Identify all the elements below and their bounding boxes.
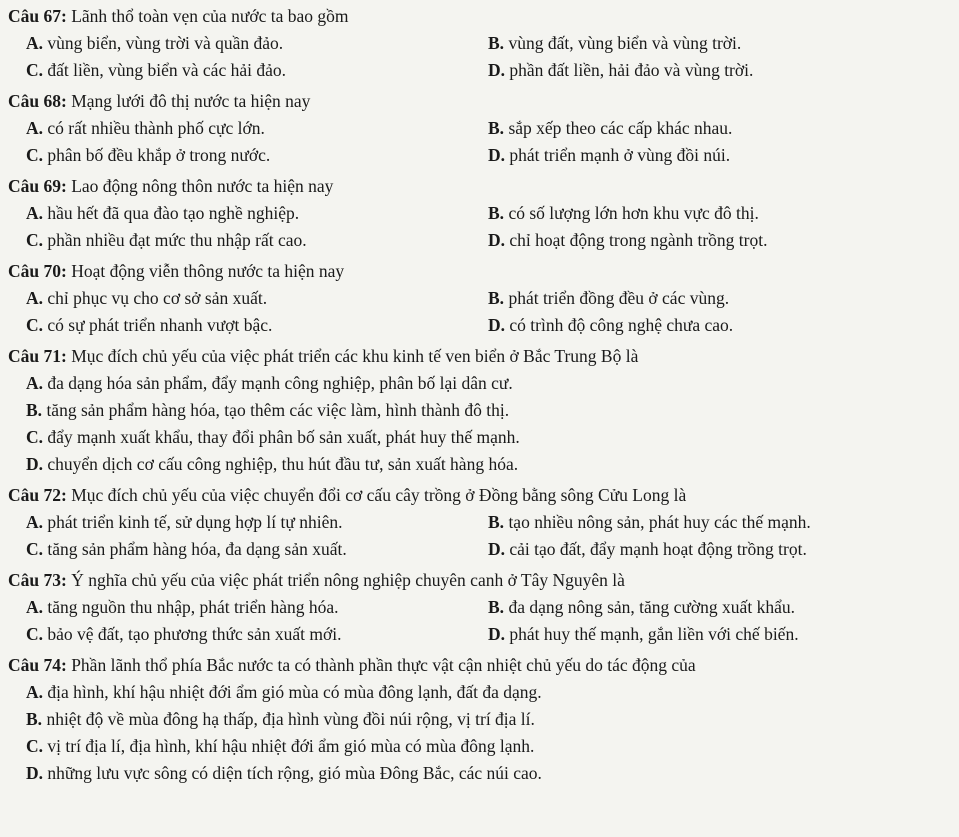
question-69 [0,173,959,254]
option-a[interactable]: A. hầu hết đã qua đào tạo nghề nghiệp. [26,203,300,223]
option-d[interactable]: D. có trình độ công nghệ chưa cao. [488,315,734,335]
options-row [0,285,959,312]
options-row [0,312,959,339]
option-b[interactable]: B. tăng sản phẩm hàng hóa, tạo thêm các việc làm, hình thành đô thị. [26,400,510,420]
option-b[interactable]: B. đa dạng nông sản, tăng cường xuất khẩu. [488,597,795,617]
option-b[interactable]: B. phát triển đồng đều ở các vùng. [488,288,730,308]
option-c[interactable]: C. đất liền, vùng biển và các hải đảo. [26,60,286,80]
question-text: Mạng lưới đô thị nước ta hiện nay [71,91,311,111]
option-d[interactable]: D. những lưu vực sông có diện tích rộng, gió mùa Đông Bắc, các núi cao. [26,763,542,783]
options-row [0,509,959,536]
option-b[interactable]: B. vùng đất, vùng biển và vùng trời. [488,33,742,53]
question-stem [0,567,959,594]
option-c[interactable]: C. tăng sản phẩm hàng hóa, đa dạng sản xuất. [26,539,347,559]
option-a[interactable]: A. tăng nguồn thu nhập, phát triển hàng hóa. [26,597,339,617]
question-number: Câu 74: [8,655,67,675]
option-d[interactable]: D. phát triển mạnh ở vùng đồi núi. [488,145,731,165]
option-c[interactable]: C. đẩy mạnh xuất khẩu, thay đổi phân bố sản xuất, phát huy thế mạnh. [26,427,520,447]
question-text: Phần lãnh thổ phía Bắc nước ta có thành phần thực vật cận nhiệt chủ yếu do tác động của [71,655,696,675]
question-number: Câu 72: [8,485,67,505]
options-row [0,227,959,254]
option-c[interactable]: C. vị trí địa lí, địa hình, khí hậu nhiệt đới ẩm gió mùa có mùa đông lạnh. [26,736,535,756]
question-number: Câu 67: [8,6,67,26]
options-row [0,621,959,648]
question-text: Ý nghĩa chủ yếu của việc phát triển nông nghiệp chuyên canh ở Tây Nguyên là [71,570,625,590]
options-row [0,594,959,621]
question-72 [0,482,959,563]
question-text: Lao động nông thôn nước ta hiện nay [71,176,334,196]
option-a[interactable]: A. phát triển kinh tế, sử dụng hợp lí tự nhiên. [26,512,343,532]
question-number: Câu 70: [8,261,67,281]
option-a[interactable]: A. địa hình, khí hậu nhiệt đới ẩm gió mùa có mùa đông lạnh, đất đa dạng. [26,682,542,702]
option-c[interactable]: C. phân bố đều khắp ở trong nước. [26,145,271,165]
question-text: Mục đích chủ yếu của việc chuyển đổi cơ cấu cây trồng ở Đồng bằng sông Cửu Long là [71,485,687,505]
question-stem [0,88,959,115]
question-text: Lãnh thổ toàn vẹn của nước ta bao gồm [71,6,349,26]
question-number: Câu 71: [8,346,67,366]
question-74 [0,652,959,787]
question-71 [0,343,959,478]
question-text: Mục đích chủ yếu của việc phát triển các khu kinh tế ven biển ở Bắc Trung Bộ là [71,346,639,366]
option-a[interactable]: A. có rất nhiều thành phố cực lớn. [26,118,265,138]
option-d[interactable]: D. chuyển dịch cơ cấu công nghiệp, thu hút đầu tư, sản xuất hàng hóa. [26,454,519,474]
option-a[interactable]: A. chỉ phục vụ cho cơ sở sản xuất. [26,288,268,308]
question-stem [0,482,959,509]
question-68 [0,88,959,169]
question-text: Hoạt động viễn thông nước ta hiện nay [71,261,345,281]
option-d[interactable]: D. phát huy thế mạnh, gắn liền với chế biến. [488,624,799,644]
option-c[interactable]: C. bảo vệ đất, tạo phương thức sản xuất mới. [26,624,342,644]
question-stem [0,258,959,285]
option-d[interactable]: D. cải tạo đất, đẩy mạnh hoạt động trồng trọt. [488,539,807,559]
options-row [0,57,959,84]
question-73 [0,567,959,648]
question-number: Câu 73: [8,570,67,590]
question-67 [0,3,959,84]
question-stem [0,173,959,200]
option-d[interactable]: D. phần đất liền, hải đảo và vùng trời. [488,60,754,80]
option-a[interactable]: A. vùng biển, vùng trời và quần đảo. [26,33,284,53]
question-stem [0,343,959,370]
options-row [0,142,959,169]
options-row [0,30,959,57]
option-b[interactable]: B. sắp xếp theo các cấp khác nhau. [488,118,733,138]
question-number: Câu 69: [8,176,67,196]
option-d[interactable]: D. chỉ hoạt động trong ngành trồng trọt. [488,230,768,250]
option-c[interactable]: C. có sự phát triển nhanh vượt bậc. [26,315,273,335]
option-b[interactable]: B. nhiệt độ về mùa đông hạ thấp, địa hình vùng đồi núi rộng, vị trí địa lí. [26,709,535,729]
question-70 [0,258,959,339]
option-b[interactable]: B. tạo nhiều nông sản, phát huy các thế mạnh. [488,512,811,532]
option-c[interactable]: C. phần nhiều đạt mức thu nhập rất cao. [26,230,307,250]
options-row [0,536,959,563]
question-number: Câu 68: [8,91,67,111]
options-row [0,200,959,227]
options-row [0,115,959,142]
question-stem [0,3,959,30]
question-stem [0,652,959,679]
option-a[interactable]: A. đa dạng hóa sản phẩm, đẩy mạnh công nghiệp, phân bố lại dân cư. [26,373,513,393]
option-b[interactable]: B. có số lượng lớn hơn khu vực đô thị. [488,203,759,223]
